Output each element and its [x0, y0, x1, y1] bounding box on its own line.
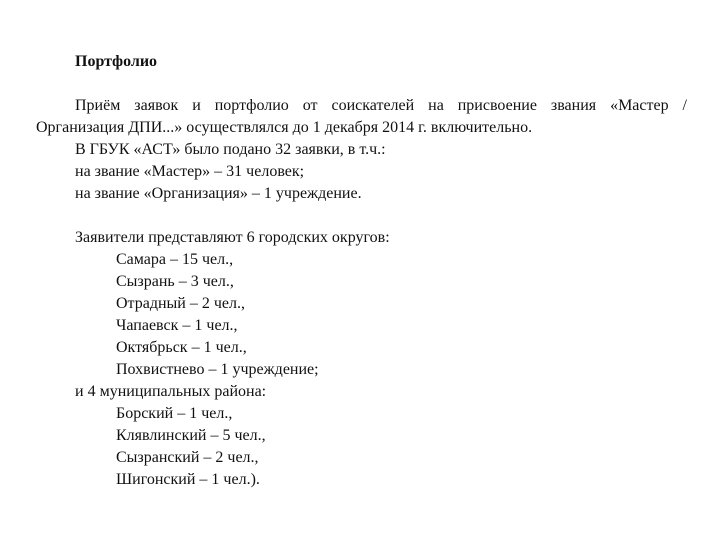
municipal-heading: и 4 муниципальных района:: [75, 383, 267, 400]
municipal-item: Сызранский – 2 чел.,: [116, 449, 259, 466]
district-item: Самара – 15 чел.,: [116, 251, 234, 268]
districts-heading: Заявители представляют 6 городских округов:: [75, 229, 390, 246]
district-item: Похвистнево – 1 учреждение;: [116, 361, 319, 378]
intro-line-5: на звание «Организация» – 1 учреждение.: [75, 185, 362, 202]
municipal-item: Шигонский – 1 чел.).: [116, 471, 260, 488]
municipal-item: Клявлинский – 5 чел.,: [116, 427, 266, 444]
intro-line-3: В ГБУК «АСТ» было подано 32 заявки, в т.ч.:: [75, 141, 386, 158]
district-item: Сызрань – 3 чел.,: [116, 273, 234, 290]
intro-line-2: Организация ДПИ...» осуществлялся до 1 декабря 2014 г. включительно.: [36, 119, 533, 136]
district-item: Отрадный – 2 чел.,: [116, 295, 245, 312]
district-item: Октябрьск – 1 чел.,: [116, 339, 247, 356]
district-item: Чапаевск – 1 чел.,: [116, 317, 238, 334]
intro-line-1: Приём заявок и портфолио от соискателей на присвоение звания «Мастер /: [75, 97, 687, 114]
page-title: Портфолио: [75, 53, 158, 70]
municipal-item: Борский – 1 чел.,: [116, 405, 233, 422]
intro-line-4: на звание «Мастер» – 31 человек;: [75, 163, 305, 180]
